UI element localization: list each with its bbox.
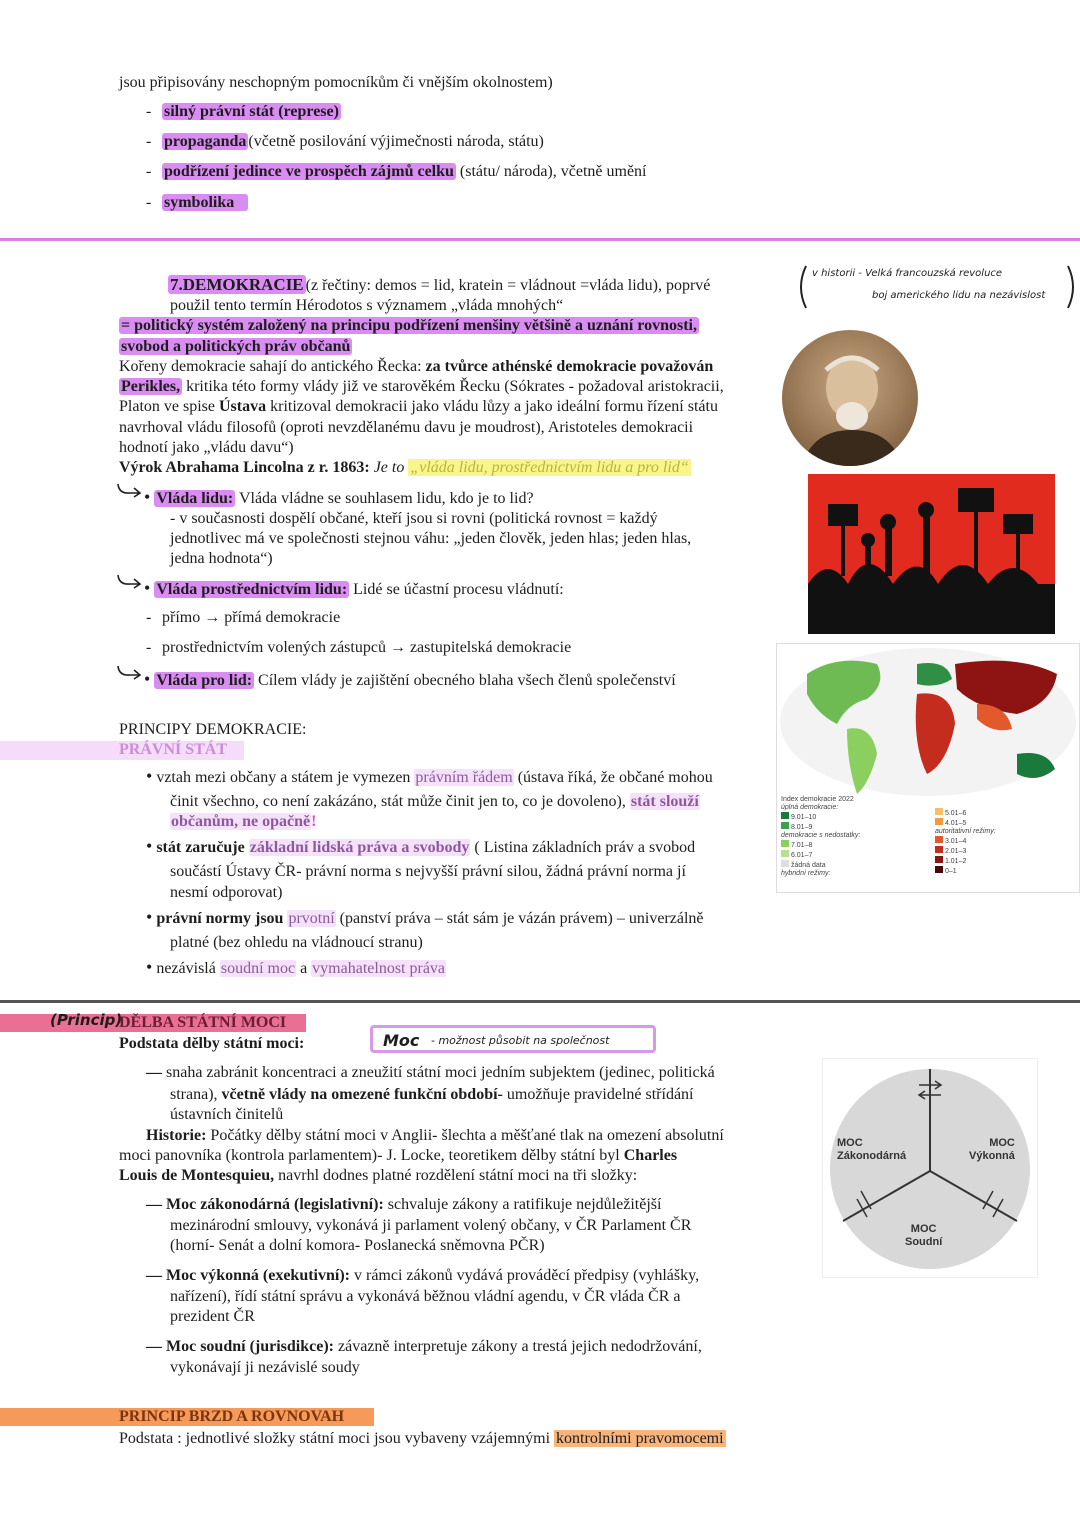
note-text: - možnost působit na společnost (431, 1034, 610, 1047)
definition-line: svobod a politických práv občanů (121, 338, 351, 355)
list-item: • stát zaručuje základní lidská práva a svobody ( Listina základních práv a svobod (146, 836, 696, 856)
legend-title: Index demokracie 2022 (781, 796, 854, 803)
list-item: • Vláda pro lid: Cílem vlády je zajištění obecného blaha všech členů společenství (144, 669, 676, 689)
text-line: Historie: Počátky dělby státní moci v Anglii- šlechta a měšťané tlak na omezení absolutní (146, 1127, 724, 1144)
legend-item: 3.01–4 (935, 836, 996, 846)
legend-item: 4.01–5 (935, 818, 996, 828)
text-line: jednotlivec má ve společnosti stejnou váhu: „jeden člověk, jeden hlas; jeden hlas, (170, 530, 692, 547)
definition-line: = politický systém založený na principu podřízení menšiny většině a uznání rovnosti, (121, 317, 697, 334)
section-divider (0, 1000, 1080, 1003)
note-line: v historii - Velká francouzská revoluce (812, 268, 1003, 279)
legend-label: hybridní režimy: (781, 870, 831, 877)
list-item: — snaha zabránit koncentraci a zneužití státní moci jedním subjektem (jedinec, politická (146, 1064, 715, 1081)
text-line: prezident ČR (170, 1308, 255, 1325)
list-item: — Moc výkonná (exekutivní): v rámci zákonů vydává prováděcí předpisy (vyhlášky, (146, 1267, 700, 1284)
note-text: Moc (383, 1031, 420, 1050)
list-item: • právní normy jsou prvotní (panství práva – stát sám je vázán právem) – univerzálně (146, 907, 704, 927)
list-item: - prostřednictvím volených zástupců → zastupitelská demokracie (146, 639, 572, 656)
text-line: moci panovníka (kontrola parlamentem)- J. Locke, teoretikem dělby státní byl Charles (119, 1147, 678, 1164)
list-item: — Moc soudní (jurisdikce): závazně interpretuje zákony a trestá jejich nedodržování, (146, 1338, 702, 1355)
text-line: činit všechno, co není zakázáno, stát může činit jen to, co je dovoleno), stát slouží (170, 793, 699, 810)
text-line: Perikles, kritika této formy vlády již ve starověkém Řecku (Sókrates - požadoval aristokracii, (121, 378, 724, 395)
protest-image (808, 474, 1055, 634)
text-line: použil tento termín Hérodotos s významem „vláda mnohých“ (170, 297, 564, 314)
text-line: Podstata : jednotlivé složky státní moci jsou vybaveny vzájemnými kontrolními pravomocemi (119, 1430, 724, 1447)
legend-item: 8.01–9 (781, 822, 860, 832)
list-item: - silný právní stát (represe) (146, 103, 339, 120)
text-line: strana), včetně vlády na omezené funkční období- umožňuje pravidelné střídání (170, 1086, 694, 1103)
section-divider (0, 238, 1080, 241)
world-map-icon (777, 644, 1079, 804)
text-line: mezinárodní smlouvy, vykonává ji parlament volený občany, v ČR Parlament ČR (170, 1217, 692, 1234)
legend-item: 1.01–2 (935, 856, 996, 866)
portrait-photo (782, 330, 918, 466)
legend-item: 9.01–10 (781, 812, 860, 822)
protest-silhouette-icon (808, 474, 1055, 634)
list-item: • Vláda lidu: Vláda vládne se souhlasem lidu, kdo je to lid? (144, 487, 534, 507)
text-line: nařízení), řídí státní správu a vykonává běžnou vládní agendu, v ČR vláda ČR a (170, 1288, 681, 1305)
pravni-stat-heading: PRÁVNÍ STÁT (119, 741, 228, 758)
princip-note: (Princip) (50, 1011, 123, 1029)
principy-heading: PRINCIPY DEMOKRACIE: (119, 721, 307, 738)
text-line: Platon ve spise Ústava kritizoval demokracii jako vládu lůzy a jako ideální formu řízení státu (119, 398, 718, 415)
podstata-label: Podstata dělby státní moci: (119, 1035, 305, 1052)
arrow-icon (116, 573, 144, 589)
text-line: (horní- Senát a dolní komora- Poslanecká sněmovna PČR) (170, 1237, 545, 1254)
list-item: - podřízení jedince ve prospěch zájmů celku (státu/ národa), včetně umění (146, 163, 647, 180)
portrait-icon (782, 330, 918, 466)
lincoln-quote: Výrok Abrahama Lincolna z r. 1863: Je to „vláda lidu, prostřednictvím lidu a pro lid“ (119, 459, 689, 476)
legend-item: 6.01–7 (781, 850, 860, 860)
text-line: občanům, ne opačně! (171, 813, 317, 830)
brzdy-heading: PRINCIP BRZD A ROVNOVAH (119, 1408, 345, 1425)
text-line: součástí Ústavy ČR- právní norma s nejvyšší právní silou, žádná právní norma jí (170, 863, 686, 880)
arrow-icon (116, 664, 144, 680)
list-item: • nezávislá soudní moc a vymahatelnost práva (146, 957, 446, 977)
legend-label: demokracie s nedostatky: (781, 832, 861, 839)
text-line: Louis de Montesquieu, navrhl dodnes platné rozdělení státní moci na tři složky: (119, 1167, 638, 1184)
list-item: - přímo → přímá demokracie (146, 609, 341, 626)
list-item: • Vláda prostřednictvím lidu: Lidé se účastní procesu vládnutí: (144, 578, 564, 598)
legend-label: úplná demokracie: (781, 804, 839, 811)
text-line: navrhoval vládu filosofů (oproti nevzdělanému davu je moudrost), Aristoteles demokracii (119, 419, 694, 436)
text-line: jedna hodnota“) (170, 550, 273, 567)
text-line: - v současnosti dospělí občané, kteří jsou si rovni (politická rovnost = každý (170, 510, 658, 527)
moc-note-box (370, 1025, 656, 1053)
diagram-label: MOC Soudní (905, 1223, 943, 1248)
demokracie-title-line: 7.DEMOKRACIE (z řečtiny: demos = lid, kratein = vládnout =vláda lidu), poprvé (170, 275, 711, 294)
list-item: - symbolika (146, 193, 248, 213)
separation-of-powers-diagram (822, 1058, 1038, 1278)
legend-item: 5.01–6 (935, 808, 996, 818)
text-line: Kořeny demokracie sahají do antického Řecka: za tvůrce athénské demokracie považován (119, 358, 714, 375)
continuation-text: jsou připisovány neschopným pomocníkům či vnějším okolnostem) (119, 74, 553, 91)
legend-item: 0–1 (935, 866, 996, 876)
legend-item: 7.01–8 (781, 840, 860, 850)
list-item: • vztah mezi občany a státem je vymezen právním řádem (ústava říká, že občané mohou (146, 766, 713, 786)
legend-item: žádná data (781, 860, 860, 870)
list-item: - propaganda (včetně posilování výjimečnosti národa, státu) (146, 133, 544, 150)
text-line: platné (bez ohledu na vládnoucí stranu) (170, 934, 423, 951)
text-line: hodnotí jako „vládu davu“) (119, 439, 294, 456)
legend-item: 2.01–3 (935, 846, 996, 856)
diagram-label: MOC Výkonná (969, 1137, 1015, 1162)
text-line: nesmí odporovat) (170, 884, 283, 901)
arrow-icon (116, 482, 144, 498)
delba-heading: DĚLBA STÁTNÍ MOCI (119, 1014, 287, 1031)
text-line: vykonávají ji nezávislé soudy (170, 1359, 360, 1376)
handwritten-note (796, 262, 1078, 312)
democracy-index-map (776, 643, 1080, 893)
legend-label: autoritativní režimy: (935, 828, 996, 835)
list-item: — Moc zákonodárná (legislativní): schvaluje zákony a ratifikuje nejdůležitější (146, 1196, 662, 1213)
note-line: boj amerického lidu na nezávislost (872, 290, 1046, 301)
text-line: ústavních činitelů (170, 1106, 284, 1123)
diagram-label: MOC Zákonodárná (837, 1137, 907, 1162)
